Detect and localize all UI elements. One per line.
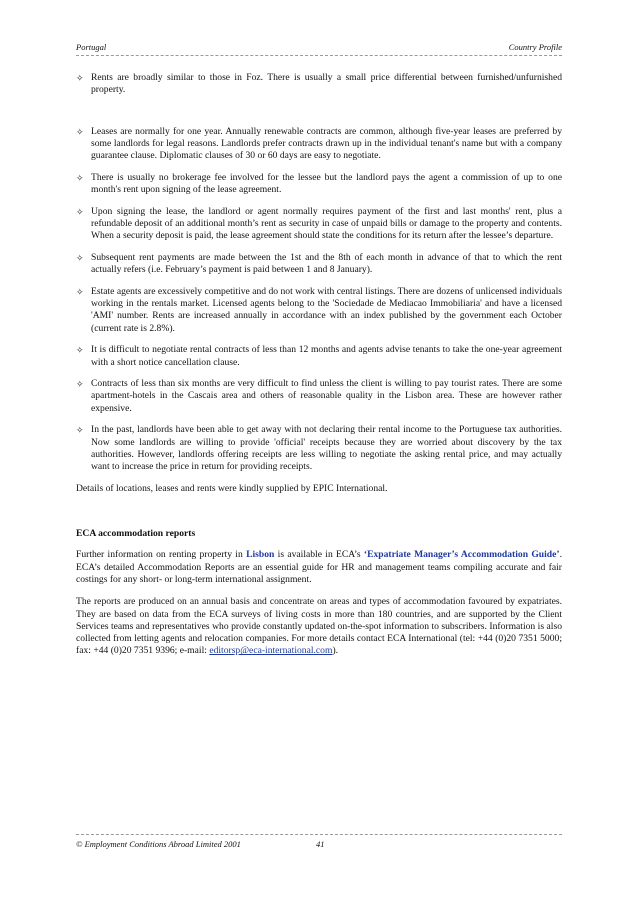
accommodation-guide-link[interactable]: ‘Expatriate Manager’s Accommodation Guide’	[363, 549, 560, 561]
page-content	[76, 72, 562, 658]
bullet-item	[76, 206, 562, 243]
eca-p2-text-b: ).	[332, 645, 339, 657]
footer-copyright: © Employment Conditions Abroad Limited 2001	[76, 839, 241, 849]
eca-p2-text-a: The reports are produced on an annual basis and concentrate on areas and types of accommodation favoured by expatriates. They are based on data from the ECA surveys of living costs in more than 180 countries, and are supported by the Client Services teams and representatives who provide constantly updated on-the-spot information to subscribers. Information is also collected from letting agents and relocation companies. For more details contact ECA International (tel: +44 (0)20 7351 5000; fax: +44 (0)20 7351 9396; e-mail:	[76, 596, 562, 657]
bullet-text: Leases are normally for one year. Annually renewable contracts are common, although five-year leases are preferred by some landlords for legal reasons. Landlords prefer contracts drawn up in the individual tenant's name but with a company guarantee clause. Diplomatic clauses of 30 or 60 days are easy to negotiate.	[91, 125, 562, 162]
eca-paragraph-2	[76, 596, 562, 657]
eca-p1-text-b: is available in ECA’s	[274, 549, 364, 561]
diamond-bullet-icon: ✧	[76, 425, 84, 436]
diamond-bullet-icon: ✧	[76, 345, 84, 356]
page-number: 41	[316, 839, 325, 849]
bullet-item	[76, 378, 562, 415]
page-footer	[76, 834, 562, 849]
page-header	[76, 42, 562, 56]
bullet-item	[76, 424, 562, 473]
lisbon-link[interactable]: Lisbon	[246, 549, 275, 561]
diamond-bullet-icon: ✧	[76, 73, 84, 83]
eca-p1-text-c: . ECA’s detailed Accommodation Reports are an essential guide for HR and management teams compiling accurate and fair costings for any short- or long-term international assignment.	[76, 549, 562, 585]
bullet-text: There is usually no brokerage fee involved for the lessee but the landlord pays the agent a commission of up to one month's rent upon signing of the lease agreement.	[91, 171, 562, 196]
bullet-text: Upon signing the lease, the landlord or agent normally requires payment of the first and last months' rent, plus a refundable deposit of an additional month’s rent as security in case of unpaid bills or damage to the property and contents. When a security deposit is paid, the lease agreement should state the conditions for its return after the lessee’s departure.	[91, 205, 562, 242]
bullet-text: Contracts of less than six months are very difficult to find unless the client is willing to pay tourist rates. There are some apartment-hotels in the Cascais area and others of reasonable quality in the Lisbon area. These are however rather expensive.	[91, 378, 562, 414]
eca-p1-text-a: Further information on renting property in	[76, 549, 247, 561]
bullet-item	[76, 126, 562, 163]
bullet-text: In the past, landlords have been able to get away with not declaring their rental income to the Portuguese tax authorities. Now some landlords are willing to provide 'official' receipts because they are worried about discovery by the tax authorities. However, landlords offering receipts are less willing to negotiate the asking rental price, and may actually want to increase the price in return for providing receipts.	[91, 424, 562, 473]
bullet-text: Subsequent rent payments are made between the 1st and the 8th of each month in advance of that to which the rent actually refers (i.e. February’s payment is paid between 1 and 8 January).	[91, 251, 562, 276]
header-country: Portugal	[76, 42, 107, 52]
bullet-text: Rents are broadly similar to those in Foz. There is usually a small price differential between furnished/unfurnished property.	[91, 72, 562, 96]
bullet-item	[76, 72, 562, 97]
section-heading: ECA accommodation reports	[76, 528, 196, 540]
details-note: Details of locations, leases and rents were kindly supplied by EPIC International.	[76, 482, 388, 494]
bullet-text: It is difficult to negotiate rental contracts of less than 12 months and agents advise tenants to take the one-year agreement with a short notice cancellation clause.	[91, 344, 562, 368]
email-link[interactable]: editorsp@eca-international.com	[209, 645, 333, 657]
bullet-item	[76, 172, 562, 197]
header-section: Country Profile	[508, 42, 562, 52]
bullet-item	[76, 344, 562, 369]
diamond-bullet-icon: ✧	[76, 379, 84, 390]
bullet-item	[76, 286, 562, 335]
diamond-bullet-icon: ✧	[76, 252, 84, 263]
diamond-bullet-icon: ✧	[76, 126, 84, 137]
eca-paragraph-1	[76, 549, 562, 586]
diamond-bullet-icon: ✧	[76, 206, 84, 217]
bullet-item	[76, 252, 562, 277]
diamond-bullet-icon: ✧	[76, 286, 84, 297]
bullet-text: Estate agents are excessively competitive and do not work with central listings. There are dozens of unlicensed individuals working in the rentals market. Licensed agents belong to the 'Sociedade de Mediacao Immobiliaria' and have a licensed 'AMI' number. Rents are increased annually in accordance with an index published by the government each October (current rate is 2.8%).	[91, 285, 562, 334]
diamond-bullet-icon: ✧	[76, 172, 84, 183]
